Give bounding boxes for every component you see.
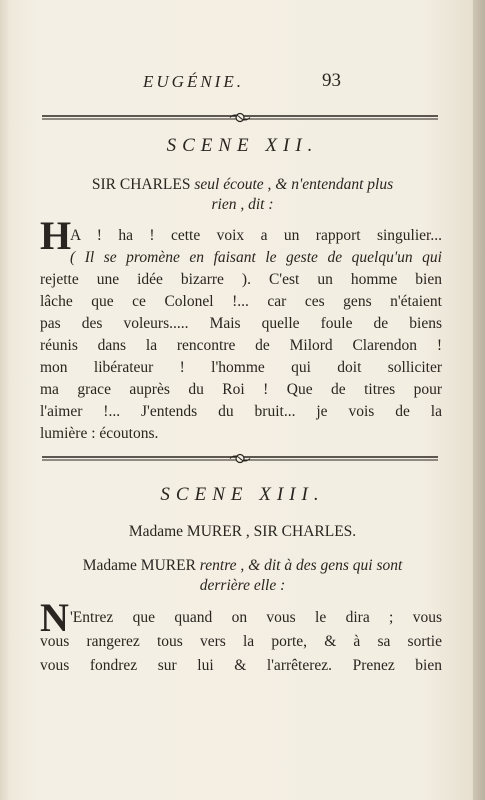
page-number: 93 <box>322 70 341 91</box>
scene-12-title: SCENE XII. <box>166 135 319 156</box>
scene-12-line-1: A ! ha ! cette voix a un rapport singulier... <box>70 227 442 244</box>
scene-12-line-5: pas des voleurs..... Mais quelle foule de biens <box>40 315 442 332</box>
scene-13-direction-text-1: rentre , & dit à des gens qui sont <box>199 557 403 574</box>
running-title: EUGÉNIE. <box>143 72 244 91</box>
scene-12-direction-line-2: rien , dit : <box>211 196 274 213</box>
page-binding-edge <box>473 0 485 800</box>
scene-12-direction-line-1 <box>0 175 485 195</box>
scene-13-title: SCENE XIII. <box>160 484 325 505</box>
scene-13-line-1: 'Entrez que quand on vous le dira ; vous <box>70 609 442 626</box>
scene-13-direction-line-1 <box>0 556 485 576</box>
scene-12-direction-name: SIR CHARLES <box>91 176 191 193</box>
ornamental-rule-middle <box>40 453 440 465</box>
scene-12-line-2: ( Il se promène en faisant le geste de quelqu'un qui <box>70 249 442 266</box>
scene-12-line-9: l'aimer !... J'entends du bruit... je vois de la <box>40 403 442 420</box>
scene-12-dropcap: H <box>40 213 72 258</box>
scene-12-line-3: rejette une idée bizarre ). C'est un homme bien <box>40 271 442 288</box>
scene-13-characters: Madame MURER , SIR CHARLES. <box>128 523 357 540</box>
scene-12-line-4: lâche que ce Colonel !... car ces gens n'étaient <box>40 293 442 310</box>
scene-12-line-10: lumière : écoutons. <box>40 425 159 442</box>
scene-12-line-7: mon libérateur ! l'homme qui doit solliciter <box>40 359 442 376</box>
page-header <box>0 72 485 96</box>
scene-13-dropcap: N <box>40 595 69 640</box>
scene-13-line-3: vous fondrez sur lui & l'arrêterez. Prenez bien <box>40 657 442 674</box>
scene-12-line-8: ma grace auprès du Roi ! Que de titres pour <box>40 381 442 398</box>
scene-12-direction-text-1: seul écoute , & n'entendant plus <box>194 176 394 193</box>
ornamental-rule-top <box>40 112 440 124</box>
scene-13-line-2: vous rangerez tous vers la porte, & à sa sortie <box>40 633 442 650</box>
scene-12-line-6: réunis dans la rencontre de Milord Clarendon ! <box>40 337 442 354</box>
scene-13-direction-line-2: derrière elle : <box>199 577 286 594</box>
scene-13-direction-name: Madame MURER <box>82 557 196 574</box>
